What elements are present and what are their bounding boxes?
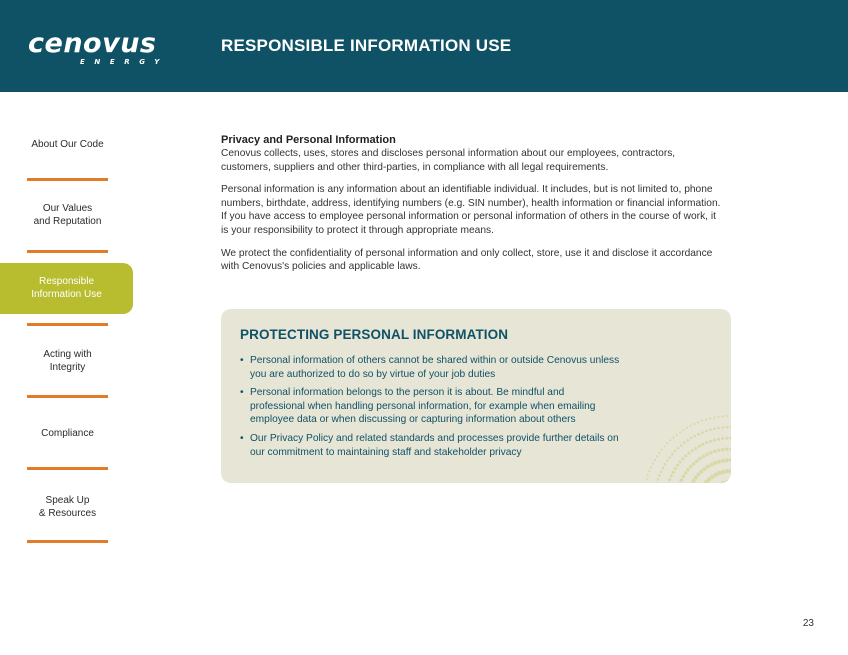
decorative-dot [695, 459, 698, 462]
list-item-text: Personal information of others cannot be shared within or outside Cenovus unless you are authorized to do so by virtue of your job duties [250, 355, 620, 380]
decorative-dot [687, 439, 690, 442]
decorative-dot [721, 426, 724, 429]
page-number: 23 [802, 618, 814, 629]
decorative-dot [658, 452, 660, 454]
decorative-dot [717, 449, 720, 452]
decorative-dot [725, 458, 729, 462]
decorative-dot [730, 426, 731, 429]
list-item [240, 432, 620, 459]
list-item-text: Personal information belongs to the person it is about. Be mindful and professional when handling personal information, for example when emailing employee data or when discussing or capturing information about others [250, 387, 596, 426]
list-item [240, 386, 620, 427]
decorative-dot [705, 441, 708, 444]
sidebar-item-about-our-code[interactable] [0, 138, 135, 151]
decorative-dot [684, 454, 687, 457]
decorative-dot [660, 470, 663, 473]
decorative-dot [713, 450, 716, 453]
decorative-dot [661, 449, 663, 451]
sidebar-item-label: Our Values [42, 203, 93, 214]
decorative-dot [674, 467, 677, 470]
decorative-dot [682, 475, 685, 478]
bullet-icon: • [240, 355, 244, 366]
decorative-dot [717, 427, 720, 430]
decorative-dot [706, 465, 710, 469]
decorative-dot [682, 429, 684, 431]
decorative-dot [721, 437, 724, 440]
page-title: RESPONSIBLE INFORMATION USE [221, 36, 512, 55]
decorative-dot [672, 436, 674, 438]
nav-divider [27, 467, 108, 470]
decorative-dot [656, 482, 659, 483]
decorative-dot [729, 480, 731, 483]
callout-bullet-list [240, 354, 620, 464]
decorative-dot [709, 451, 712, 454]
decorative-dot [692, 462, 695, 465]
decorative-dot [705, 430, 708, 433]
logo-subtitle: ENERGY [80, 58, 169, 66]
decorative-dot [692, 479, 696, 483]
body-paragraph: Cenovus collects, uses, stores and discloses personal information about our employees, contractors, customers, suppliers and other third-parties, in compliance with all legal requirements. [221, 148, 676, 173]
decorative-dot [680, 444, 683, 447]
decorative-dot [650, 466, 652, 468]
decorative-dot [668, 478, 671, 481]
decorative-dot [691, 449, 694, 452]
sidebar-item-label: Compliance [41, 428, 94, 439]
sidebar-item-label: Responsible [38, 276, 95, 287]
decorative-dot [663, 445, 665, 447]
sidebar-item-label: and Reputation [33, 216, 102, 227]
decorative-dot [666, 442, 668, 444]
decorative-dot [690, 437, 693, 440]
decorative-dot [666, 460, 669, 463]
decorative-dot [662, 467, 665, 470]
decorative-dot [668, 456, 671, 459]
decorative-dot [698, 445, 701, 448]
decorative-dot [721, 459, 725, 463]
decorative-dot [699, 470, 703, 474]
decorative-dot [677, 447, 680, 450]
decorative-dot [725, 447, 728, 450]
decorative-dot [683, 441, 686, 444]
decorative-dot [729, 447, 731, 450]
decorative-dot [703, 467, 707, 471]
decorative-dot [646, 478, 648, 480]
decorative-dot [709, 440, 712, 443]
decorative-dot [667, 482, 670, 483]
sidebar-item-responsible-information-use[interactable] [0, 263, 133, 314]
page-header [0, 0, 848, 92]
decorative-dot [647, 474, 649, 476]
decorative-dot [656, 455, 658, 457]
decorative-dot [652, 463, 654, 465]
sidebar-item-label: Integrity [49, 362, 86, 373]
decorative-dot [717, 416, 719, 418]
decorative-dot [679, 460, 682, 463]
decorative-dot [730, 415, 731, 417]
decorative-dot [713, 439, 716, 442]
sidebar-item-label: About Our Code [31, 139, 104, 150]
sidebar-item-our-values[interactable] [0, 202, 135, 228]
decorative-dot [701, 420, 703, 422]
decorative-dot [674, 450, 677, 453]
callout-title: PROTECTING PERSONAL INFORMATION [240, 327, 509, 342]
decorative-dot [717, 438, 720, 441]
decorative-dot [676, 434, 678, 436]
decorative-dot [644, 482, 646, 483]
decorative-dot [726, 415, 728, 417]
decorative-dot [717, 460, 721, 464]
nav-divider [27, 540, 108, 543]
nav-divider [27, 250, 108, 253]
decorative-dot [657, 478, 660, 481]
decorative-dot [709, 417, 711, 419]
decorative-dot [654, 459, 656, 461]
decorative-dot [717, 471, 721, 475]
decorative-dot [686, 468, 689, 471]
decorative-dot [705, 453, 708, 456]
decorative-dot [694, 447, 697, 450]
cenovus-logo [28, 28, 169, 70]
decorative-dot [671, 453, 674, 456]
body-paragraph: We protect the confidentiality of personal information and only collect, store, use it and disclose it accordance with Cenovus's policies and applicable laws. [221, 247, 713, 273]
decorative-dot [705, 419, 707, 421]
decorative-dot [698, 457, 701, 460]
sidebar-item-speak-up[interactable] [0, 494, 135, 520]
decorative-dot [694, 476, 698, 480]
decorative-dot [664, 463, 667, 466]
decorative-dot [729, 436, 731, 439]
decorative-dot [701, 443, 704, 446]
sidebar-item-label: & Resources [38, 508, 97, 519]
nav-divider [27, 395, 108, 398]
decorative-dot [722, 415, 724, 417]
decorative-dot [678, 482, 681, 483]
decorative-dot [701, 431, 704, 434]
list-item [240, 354, 620, 381]
nav-divider [27, 178, 108, 181]
decorative-dot [670, 474, 673, 477]
decorative-dot [694, 435, 697, 438]
decorative-dot [709, 463, 713, 467]
list-item-text: Our Privacy Policy and related standards and processes provide further details on our commitment to maintaining staff and stakeholder privacy [250, 432, 619, 458]
decorative-dot [713, 417, 715, 419]
bullet-icon: • [240, 432, 244, 444]
decorative-dot [672, 471, 675, 474]
sidebar-item-acting-with-integrity[interactable] [0, 348, 135, 374]
dot-pattern-icon [601, 409, 731, 483]
decorative-dot [684, 471, 687, 474]
decorative-dot [679, 431, 681, 433]
sidebar-nav [0, 92, 135, 652]
nav-divider [27, 323, 108, 326]
decorative-dot [713, 428, 716, 431]
logo-wordmark: cenovus [28, 28, 157, 59]
sidebar-item-label: Information Use [31, 289, 102, 300]
decorative-dot [725, 437, 728, 440]
decorative-dot [697, 433, 700, 436]
sidebar-item-compliance[interactable] [0, 427, 135, 440]
body-paragraph: Personal information is any information about an identifiable individual. It includes, but is not limited to, phone numbers, birthdate, address, identifying numbers (e.g. SIN number), health information or financial information. If you have access to employee personal information or personal information of others in the course of work, it is your responsibility to protect it through appropriate means. [221, 184, 721, 236]
decorative-dot [648, 470, 650, 472]
bullet-icon: • [240, 387, 244, 399]
decorative-dot [680, 478, 683, 481]
decorative-dot [726, 426, 729, 429]
decorative-dot [702, 455, 705, 458]
decorative-dot [693, 423, 695, 425]
decorative-dot [690, 425, 692, 427]
decorative-dot [729, 458, 731, 462]
decorative-dot [725, 469, 729, 473]
decorative-dot [689, 465, 692, 468]
decorative-dot [676, 464, 679, 467]
decorative-dot [687, 452, 690, 455]
sidebar-item-label: Acting with [43, 349, 92, 360]
sidebar-item-label: Speak Up [45, 495, 90, 506]
decorative-dot [658, 474, 661, 477]
decorative-dot [721, 470, 725, 474]
decorative-dot [681, 457, 684, 460]
decorative-dot [697, 421, 699, 423]
decorative-dot [709, 429, 712, 432]
main-content [221, 133, 721, 274]
decorative-dot [697, 472, 701, 476]
decorative-dot [669, 439, 671, 441]
section-heading: Privacy and Personal Information [221, 134, 396, 146]
decorative-dot [713, 461, 717, 465]
decorative-dot [721, 448, 724, 451]
decorative-dot [729, 469, 731, 473]
decorative-dot [686, 427, 688, 429]
callout-box [221, 309, 731, 483]
